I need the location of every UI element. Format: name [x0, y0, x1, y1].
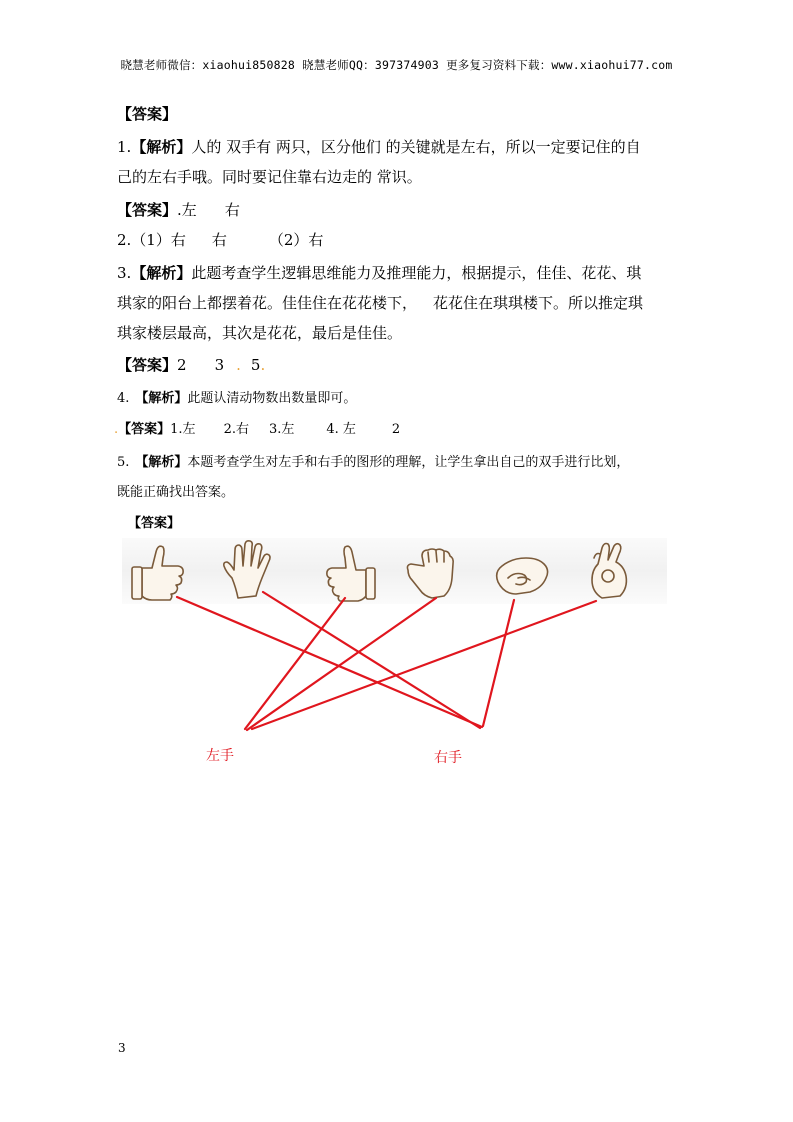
q1-text-1: 人的 双手有 两只，区分他们 的关键就是左右，所以一定要记住的自 [191, 138, 641, 156]
q3-answer-c: 5 [250, 356, 261, 374]
line-hand4-to-left [247, 598, 436, 730]
line-hand2-to-right [263, 592, 480, 728]
q1-tag: 【解析】 [131, 138, 192, 156]
q3-text-1: 此题考查学生逻辑思维能力及推理能力，根据提示，佳佳、花花、琪 [191, 264, 642, 282]
right-hand-label: 右手 [434, 750, 462, 766]
q3-answer-dot2: . [260, 356, 266, 374]
q1-answer-a: 左 [181, 201, 197, 219]
q4-tag: 【解析】 [135, 391, 188, 406]
q5-number: 5. [117, 455, 130, 470]
q3-answer-dot: . [236, 356, 241, 374]
q1-answer-b: 右 [224, 201, 240, 219]
q5-answer-tag: 【答案】 [128, 516, 181, 531]
left-hand-label: 左手 [206, 748, 234, 764]
q4-a3: 3.左 [268, 422, 295, 437]
q3-answer-b: 3 [214, 356, 225, 374]
q1-answer-tag: 【答案】 [117, 201, 178, 219]
q3-number: 3. [117, 264, 132, 282]
line-hand5-to-right [483, 600, 514, 726]
q4-a1: 1.左 [170, 422, 196, 437]
q5-text-1: 本题考查学生对左手和右手的图形的理解，让学生拿出自己的双手进行比划， [187, 455, 630, 470]
q4-answer-tag: 【答案】 [118, 422, 171, 437]
q1-answer-dot: . [177, 201, 182, 219]
q5-explanation-line2: 既能正确找出答案。 [117, 485, 235, 500]
answer-heading: 【答案】 [117, 105, 178, 123]
line-hand6-to-left [252, 601, 596, 729]
q5-tag: 【解析】 [135, 455, 188, 470]
q3-tag: 【解析】 [131, 264, 192, 282]
page-header: 晓慧老师微信：xiaohui850828 晓慧老师QQ：397374903 更多复习资料下载：www.xiaohui77.com [120, 58, 673, 72]
q3-text-2a: 琪家的阳台上都摆着花。佳佳住在花花楼下， [117, 294, 418, 312]
q4-a2: 2.右 [223, 422, 249, 437]
q2-text-b: 右 [211, 231, 227, 249]
q1-number: 1. [117, 138, 132, 156]
q2-text-c: （2）右 [268, 231, 324, 249]
q2-text-a: 2.（1）右 [117, 231, 186, 249]
q4-a5: 2 [391, 422, 401, 437]
q3-answer-tag: 【答案】 [117, 356, 178, 374]
q1-explanation-line2: 己的左右手哦。同时要记住靠右边走的 常识。 [117, 168, 422, 186]
page-number: 3 [118, 1041, 126, 1055]
line-hand3-to-left [245, 598, 345, 729]
q3-answer-a: 2 [177, 356, 187, 374]
q4-answer-prefix: . [114, 422, 119, 437]
q3-text-2b: 花花住在琪琪楼下。所以推定琪 [433, 294, 644, 312]
q3-explanation-line3: 琪家楼层最高，其次是花花，最后是佳佳。 [117, 324, 403, 342]
q4-text: 此题认清动物数出数量即可。 [187, 391, 357, 406]
q4-a4: 4. 左 [326, 422, 356, 437]
q4-number: 4. [117, 391, 130, 406]
